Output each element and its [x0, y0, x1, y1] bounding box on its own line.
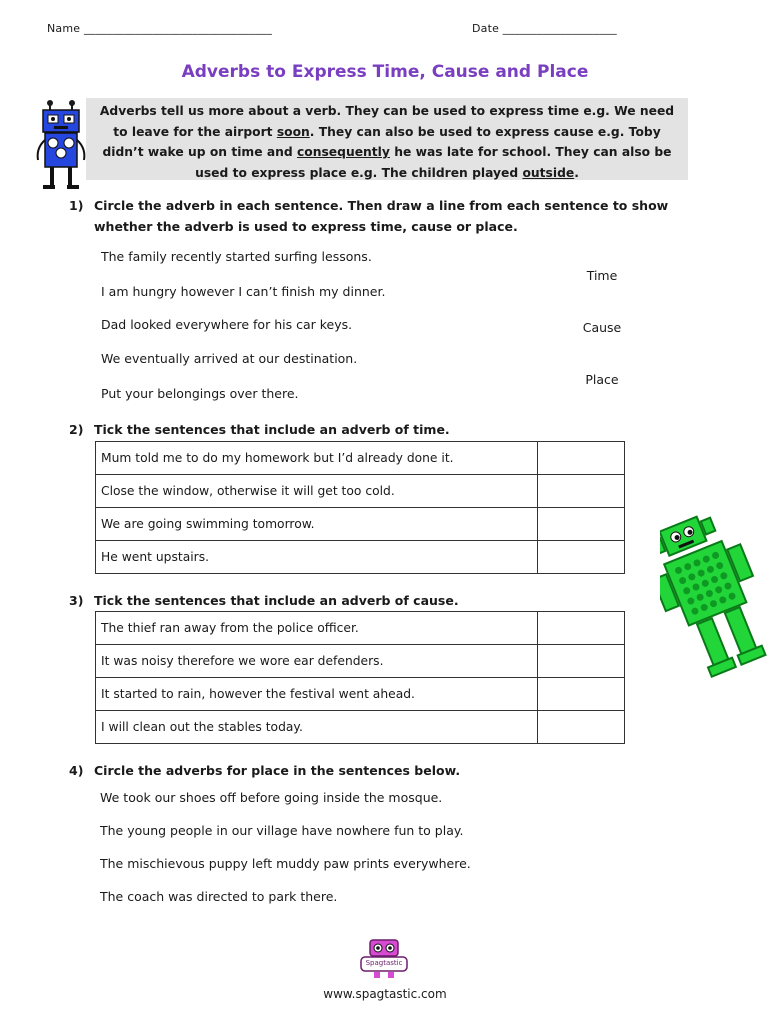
intro-text-box	[86, 98, 688, 180]
q1-sentence: We eventually arrived at our destination.	[101, 351, 358, 366]
table-row	[96, 475, 625, 508]
question-3-instruction: Tick the sentences that include an adverb of cause.	[94, 593, 459, 608]
q2-sentence-cell: Mum told me to do my homework but I’d already done it.	[96, 442, 538, 475]
logo-text: Spagtastic	[365, 959, 403, 967]
tick-box[interactable]	[538, 678, 625, 711]
tick-box[interactable]	[538, 612, 625, 645]
intro-text-2: . They can also be used to express cause e.g. Toby didn’t wake up on time and	[102, 124, 661, 159]
intro-text-1: Adverbs tell us more about a verb. They can be used to express time e.g. We need to leave for the airport	[99, 104, 675, 139]
question-2-instruction: Tick the sentences that include an adverb of time.	[94, 422, 450, 437]
q4-sentence: The mischievous puppy left muddy paw prints everywhere.	[100, 856, 471, 871]
table-row	[96, 645, 625, 678]
q1-sentence: Put your belongings over there.	[101, 386, 299, 401]
tick-box[interactable]	[538, 508, 625, 541]
q2-sentence-cell: We are going swimming tomorrow.	[96, 508, 538, 541]
q2-sentence-cell: He went upstairs.	[96, 541, 538, 574]
example-adverb-outside: outside	[522, 165, 575, 180]
worksheet-title: Adverbs to Express Time, Cause and Place	[181, 62, 589, 82]
example-adverb-soon: soon	[276, 124, 310, 139]
q4-sentence: The coach was directed to park there.	[100, 889, 338, 904]
question-1-instruction: Circle the adverb in each sentence. Then draw a line from each sentence to show whether the adverb is used to express time, cause or place.	[94, 198, 669, 234]
table-row	[96, 541, 625, 574]
date-field-label: Date ____________________	[472, 22, 617, 35]
intro-text-4: .	[574, 165, 579, 180]
intro-text-3: he was late for school. They can also be used to express place e.g. The children played	[195, 145, 672, 180]
question-1-number: 1)	[69, 198, 84, 213]
tick-box[interactable]	[538, 442, 625, 475]
question-3-number: 3)	[69, 593, 84, 608]
question-2-number: 2)	[69, 422, 84, 437]
q1-sentence: I am hungry however I can’t finish my dinner.	[101, 284, 386, 299]
question-3-heading	[69, 590, 709, 612]
q4-sentence: We took our shoes off before going inside the mosque.	[100, 790, 443, 805]
green-robot-icon	[660, 512, 770, 694]
q1-choice-cause: Cause	[582, 320, 622, 335]
spagtastic-logo-icon	[358, 938, 410, 980]
tick-box[interactable]	[538, 711, 625, 744]
table-row	[96, 508, 625, 541]
q1-choice-time: Time	[586, 268, 618, 283]
table-row	[96, 711, 625, 744]
q1-sentence: Dad looked everywhere for his car keys.	[101, 317, 353, 332]
example-adverb-consequently: consequently	[297, 145, 390, 159]
table-row	[96, 612, 625, 645]
q4-sentence: The young people in our village have nowhere fun to play.	[100, 823, 464, 838]
tick-box[interactable]	[538, 541, 625, 574]
table-row	[96, 678, 625, 711]
question-4-instruction: Circle the adverbs for place in the sentences below.	[94, 763, 461, 778]
table-row	[96, 442, 625, 475]
footer-url[interactable]: www.spagtastic.com	[323, 987, 447, 1001]
q3-tick-table	[95, 611, 625, 744]
q3-sentence-cell: It started to rain, however the festival went ahead.	[96, 678, 538, 711]
tick-box[interactable]	[538, 475, 625, 508]
q1-sentence: The family recently started surfing lessons.	[101, 249, 372, 264]
q2-sentence-cell: Close the window, otherwise it will get too cold.	[96, 475, 538, 508]
q3-sentence-cell: The thief ran away from the police officer.	[96, 612, 538, 645]
blue-robot-icon	[34, 100, 88, 192]
q1-choice-place: Place	[585, 372, 619, 387]
question-2-heading	[69, 419, 709, 441]
question-1-heading	[69, 195, 709, 239]
tick-box[interactable]	[538, 645, 625, 678]
name-field-label: Name _________________________________	[47, 22, 273, 35]
q2-tick-table	[95, 441, 625, 574]
question-4-number: 4)	[69, 763, 84, 778]
question-4-heading	[69, 760, 709, 782]
q3-sentence-cell: It was noisy therefore we wore ear defenders.	[96, 645, 538, 678]
q3-sentence-cell: I will clean out the stables today.	[96, 711, 538, 744]
